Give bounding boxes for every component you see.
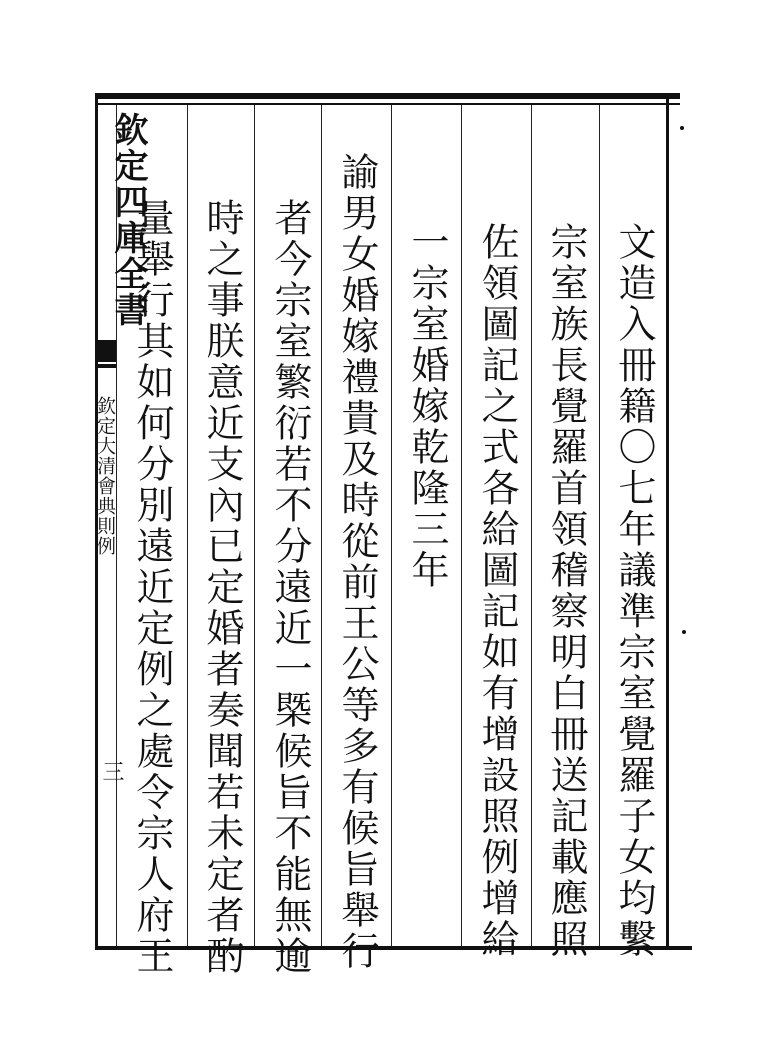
frame-bottom-border <box>95 946 692 950</box>
fishtail-line <box>98 364 116 368</box>
column-rule <box>321 105 322 946</box>
column-rule <box>187 105 188 946</box>
ink-speck <box>682 630 686 634</box>
frame-top-inner-border <box>95 103 680 105</box>
text-column-8: 量舉行其如何分別遠近定例之處令宗人府王 <box>130 198 174 977</box>
text-column-7: 時之事朕意近支內已定婚者奏聞若未定者酌 <box>200 198 244 977</box>
text-column-6: 者今宗室繁衍若不分遠近一槩候旨不能無逾 <box>268 198 312 977</box>
column-rule <box>391 105 392 946</box>
text-column-2: 宗室族長覺羅首領稽察明白冊送記載應照 <box>544 222 588 960</box>
column-rule <box>531 105 532 946</box>
column-rule <box>461 105 462 946</box>
book-title: 欽定大清會典則例 <box>94 396 116 556</box>
ink-speck <box>680 126 684 130</box>
text-column-5: 諭男女婚嫁禮貴及時從前王公等多有候旨舉行 <box>335 152 379 972</box>
text-column-4: 一宗室婚嫁乾隆三年 <box>405 222 449 591</box>
column-rule <box>599 105 600 946</box>
text-column-1: 文造入冊籍〇七年議準宗室覺羅子女均繫 <box>612 222 656 960</box>
frame-top-border <box>95 93 680 99</box>
page-number: 三 <box>99 760 124 782</box>
text-column-3: 佐領圖記之式各給圖記如有增設照例增給 <box>475 222 519 960</box>
column-rule <box>254 105 255 946</box>
series-title: 欽定四庫全書 <box>108 112 148 328</box>
frame-right-border <box>666 95 669 948</box>
fishtail-mark <box>98 340 116 362</box>
